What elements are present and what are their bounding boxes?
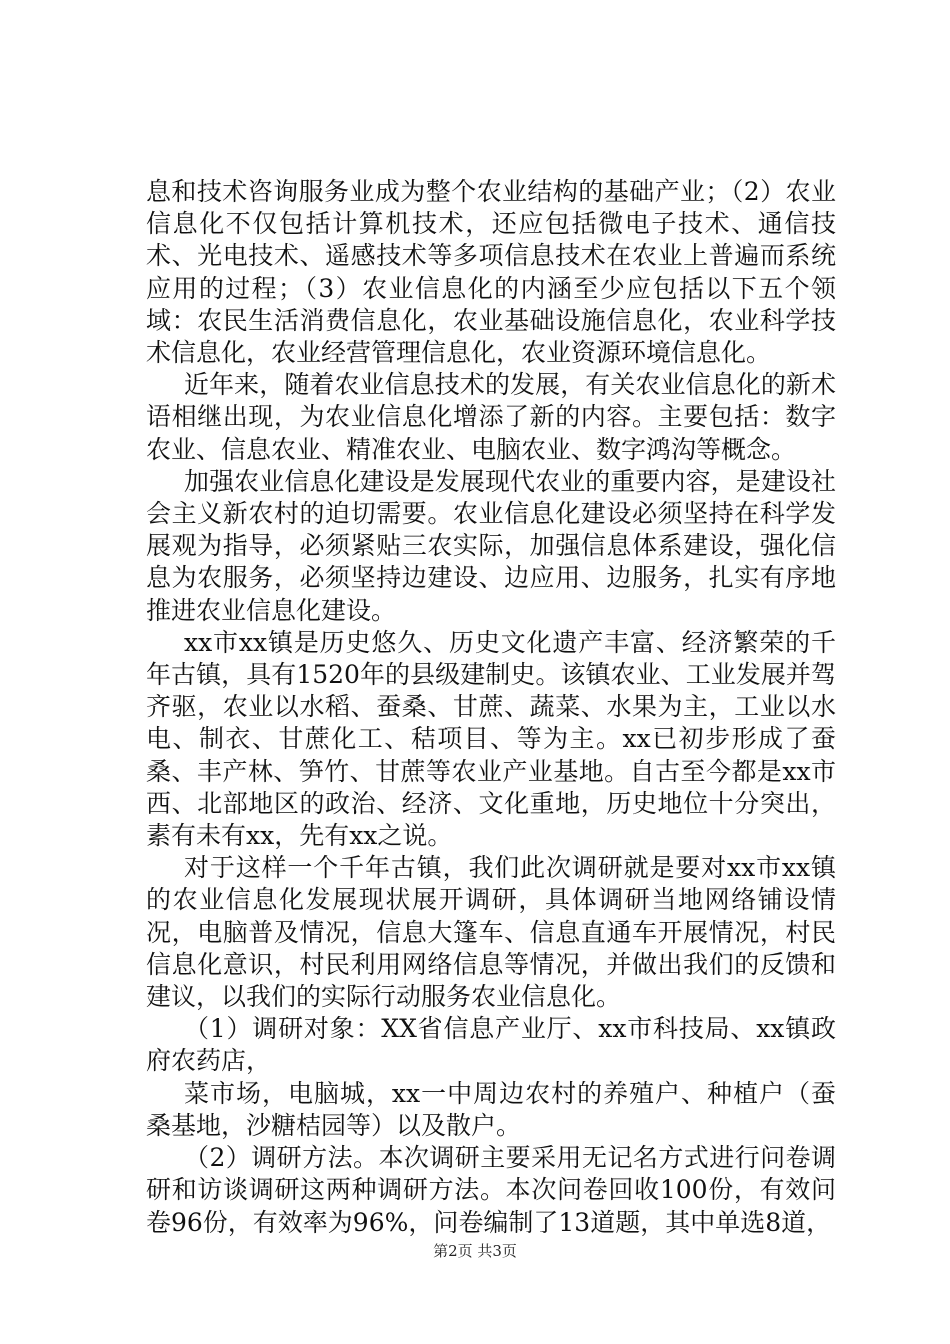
paragraph-research-methods: （2）调研方法。本次调研主要采用无记名方式进行问卷调研和访谈调研这两种调研方法。本次问卷回收100份，有效问卷96份，有效率为96%，问卷编制了13道题，其中单选8道， bbox=[146, 1143, 836, 1237]
document-body bbox=[146, 176, 836, 1239]
paragraph-research-subjects-continued: 菜市场，电脑城，xx一中周边农村的养殖户、种植户（蚕桑基地，沙糖桔园等）以及散户。 bbox=[146, 1078, 836, 1140]
paragraph-new-terms: 近年来，随着农业信息技术的发展，有关农业信息化的新术语相继出现，为农业信息化增添了新的内容。主要包括：数字农业、信息农业、精准农业、电脑农业、数字鸿沟等概念。 bbox=[146, 370, 836, 464]
paragraph-research-subjects: （1）调研对象：XX省信息产业厅、xx市科技局、xx镇政府农药店， bbox=[146, 1014, 836, 1076]
paragraph-town-introduction: xx市xx镇是历史悠久、历史文化遗产丰富、经济繁荣的千年古镇，具有1520年的县级建制史。该镇农业、工业发展并驾齐驱，农业以水稻、蚕桑、甘蔗、蔬菜、水果为主，工业以水电、制衣、甘蔗化工、秸项目、等为主。xx已初步形成了蚕桑、丰产林、笋竹、甘蔗等农业产业基地。自古至今都是xx市西、北部地区的政治、经济、文化重地，历史地位十分突出，素有未有xx，先有xx之说。 bbox=[146, 627, 836, 851]
paragraph-informatization-construction: 加强农业信息化建设是发展现代农业的重要内容，是建设社会主义新农村的迫切需要。农业信息化建设必须坚持在科学发展观为指导，必须紧贴三农实际，加强信息体系建设，强化信息为农服务，必须坚持边建设、边应用、边服务，扎实有序地推进农业信息化建设。 bbox=[146, 466, 836, 625]
paragraph-research-purpose: 对于这样一个千年古镇，我们此次调研就是要对xx市xx镇的农业信息化发展现状展开调研，具体调研当地网络铺设情况，电脑普及情况，信息大篷车、信息直通车开展情况，村民信息化意识，村民利用网络信息等情况，并做出我们的反馈和建议，以我们的实际行动服务农业信息化。 bbox=[146, 853, 836, 1012]
page-footer: 第2页 共3页 bbox=[433, 1242, 517, 1260]
paragraph-continued: 息和技术咨询服务业成为整个农业结构的基础产业；（2）农业信息化不仅包括计算机技术，还应包括微电子技术、通信技术、光电技术、遥感技术等多项信息技术在农业上普遍而系统应用的过程；（3）农业信息化的内涵至少应包括以下五个领域：农民生活消费信息化，农业基础设施信息化，农业科学技术信息化，农业经营管理信息化，农业资源环境信息化。 bbox=[146, 177, 836, 368]
